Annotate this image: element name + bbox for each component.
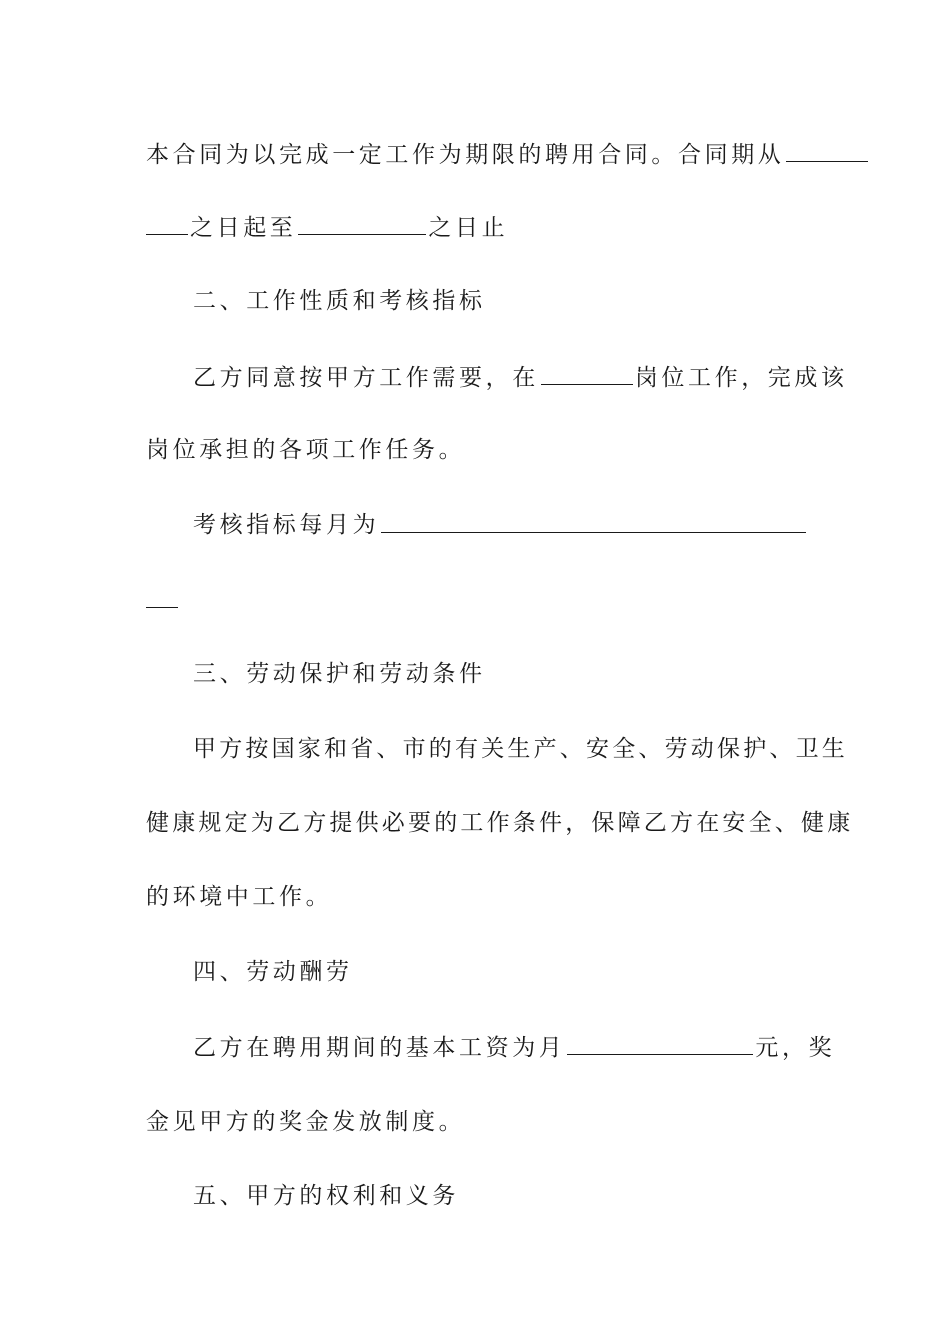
job-text-b: 岗位工作，完成该 xyxy=(634,365,848,391)
kpi-line xyxy=(193,505,806,545)
kpi-line-cont xyxy=(146,580,806,620)
kpi-blank xyxy=(381,505,806,533)
kpi-text: 考核指标每月为 xyxy=(193,512,380,538)
protect-line-2: 健康规定为乙方提供必要的工作条件，保障乙方在安全、健康 xyxy=(146,810,854,836)
term-text: 本合同为以完成一定工作为期限的聘用合同。合同期从 xyxy=(146,142,785,168)
term-from-text: 之日起至 xyxy=(190,215,297,241)
job-line-2: 岗位承担的各项工作任务。 xyxy=(146,437,466,463)
pay-line-1 xyxy=(193,1027,836,1067)
pay-text-b: 元，奖 xyxy=(755,1035,836,1061)
section-heading-2: 二、工作性质和考核指标 xyxy=(193,288,486,314)
kpi-blank-cont xyxy=(146,580,178,608)
term-line-1 xyxy=(146,134,806,174)
pay-text-a: 乙方在聘用期间的基本工资为月 xyxy=(193,1035,566,1061)
section-heading-4: 四、劳动酬劳 xyxy=(193,959,353,985)
end-date-blank xyxy=(298,207,426,235)
salary-blank xyxy=(567,1027,753,1055)
pay-line-2: 金见甲方的奖金发放制度。 xyxy=(146,1109,466,1135)
section-heading-3: 三、劳动保护和劳动条件 xyxy=(193,661,486,687)
protect-line-1: 甲方按国家和省、市的有关生产、安全、劳动保护、卫生 xyxy=(193,736,848,762)
start-date-blank-cont xyxy=(146,207,188,235)
job-line-1 xyxy=(193,357,848,397)
position-blank xyxy=(541,357,633,385)
term-line-2 xyxy=(146,207,806,247)
job-text-a: 乙方同意按甲方工作需要，在 xyxy=(193,365,539,391)
section-heading-5: 五、甲方的权利和义务 xyxy=(193,1183,459,1209)
start-date-blank xyxy=(786,134,868,162)
term-until-text: 之日止 xyxy=(428,215,509,241)
protect-line-3: 的环境中工作。 xyxy=(146,884,333,910)
